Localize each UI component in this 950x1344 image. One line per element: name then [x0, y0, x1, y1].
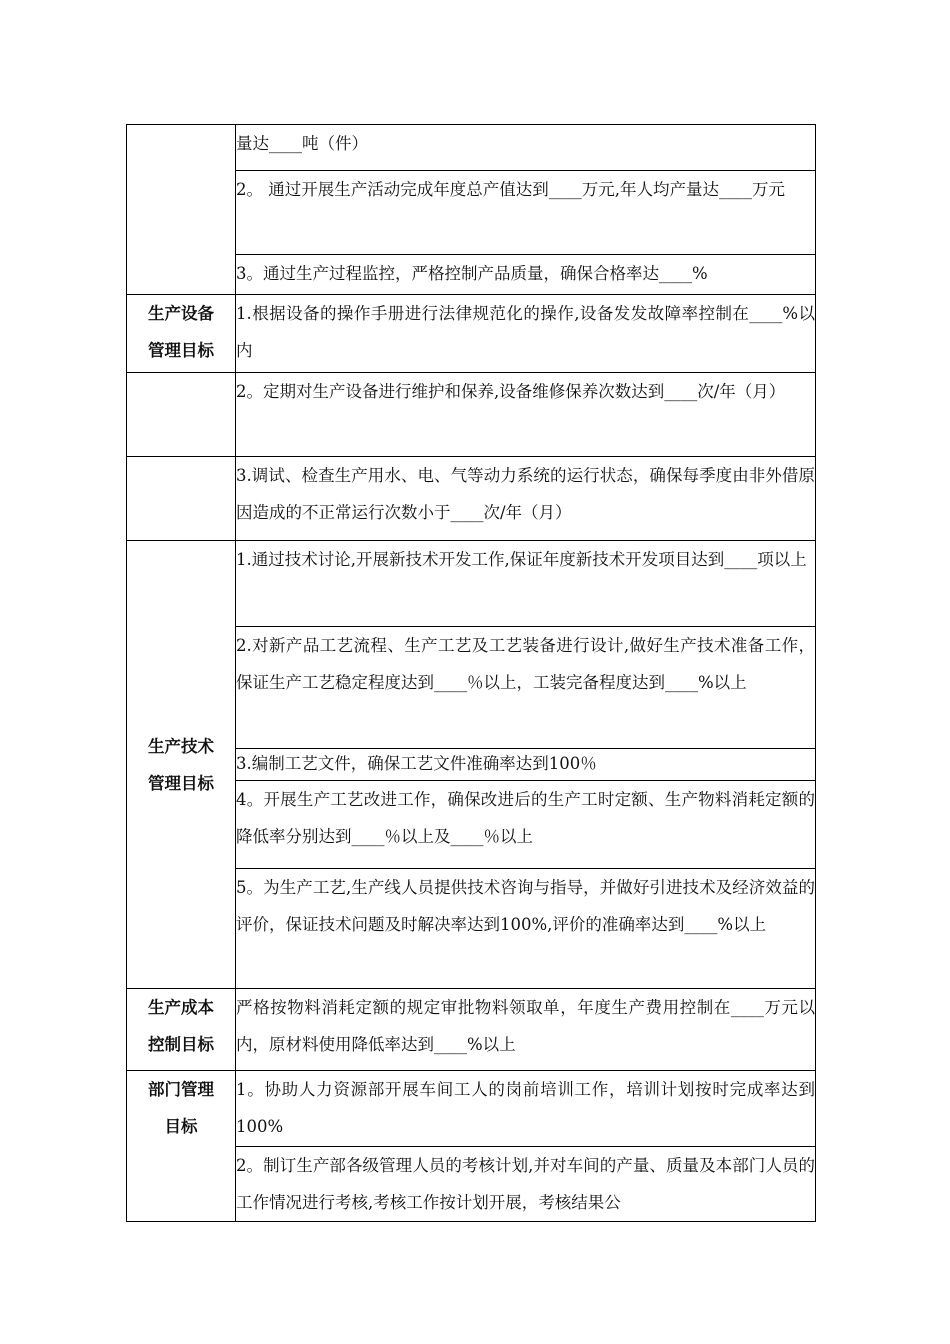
goal-text: 1。协助人力资源部开展车间工人的岗前培训工作，培训计划按时完成率达到100% — [236, 1071, 816, 1147]
table-row — [127, 373, 816, 457]
goal-text: 4。开展生产工艺改进工作，确保改进后的生产工时定额、生产物料消耗定额的降低率分别达到____％以上及____％以上 — [236, 781, 816, 869]
table-row — [127, 541, 816, 627]
category-cell-blank — [127, 373, 236, 457]
goal-text: 1.通过技术讨论,开展新技术开发工作,保证年度新技术开发项目达到____项以上 — [236, 541, 816, 627]
category-cost: 生产成本控制目标 — [127, 989, 236, 1071]
table-row — [127, 295, 816, 373]
category-equipment: 生产设备管理目标 — [127, 295, 236, 373]
table-row — [127, 989, 816, 1071]
goal-text: 1.根据设备的操作手册进行法律规范化的操作,设备发发故障率控制在____%以内 — [236, 295, 816, 373]
table-row — [127, 125, 816, 171]
goal-text: 3。通过生产过程监控，严格控制产品质量，确保合格率达____% — [236, 255, 816, 295]
goal-text: 严格按物料消耗定额的规定审批物料领取单，年度生产费用控制在____万元以内，原材料使用降低率达到____%以上 — [236, 989, 816, 1071]
goal-text: 2.对新产品工艺流程、生产工艺及工艺装备进行设计,做好生产技术准备工作，保证生产工艺稳定程度达到____％以上，工装完备程度达到____%以上 — [236, 627, 816, 749]
goal-text: 量达____吨（件） — [236, 125, 816, 171]
table-row — [127, 457, 816, 541]
production-goals-table — [126, 124, 816, 1222]
goal-text: 5。为生产工艺,生产线人员提供技术咨询与指导，并做好引进技术及经济效益的评价，保证技术问题及时解决率达到100%,评价的准确率达到____%以上 — [236, 869, 816, 989]
category-cell-blank — [127, 457, 236, 541]
category-department: 部门管理目标 — [127, 1071, 236, 1222]
goal-text: 3.调试、检查生产用水、电、气等动力系统的运行状态，确保每季度由非外借原因造成的不正常运行次数小于____次/年（月） — [236, 457, 816, 541]
goal-text: 2。制订生产部各级管理人员的考核计划,并对车间的产量、质量及本部门人员的工作情况进行考核,考核工作按计划开展，考核结果公 — [236, 1147, 816, 1222]
category-cell-blank — [127, 125, 236, 295]
goal-text: 2。 通过开展生产活动完成年度总产值达到____万元,年人均产量达____万元 — [236, 171, 816, 255]
goal-text: 2。定期对生产设备进行维护和保养,设备维修保养次数达到____次/年（月） — [236, 373, 816, 457]
category-technology: 生产技术管理目标 — [127, 541, 236, 989]
goal-text: 3.编制工艺文件，确保工艺文件准确率达到100％ — [236, 749, 816, 781]
table-row — [127, 1071, 816, 1147]
